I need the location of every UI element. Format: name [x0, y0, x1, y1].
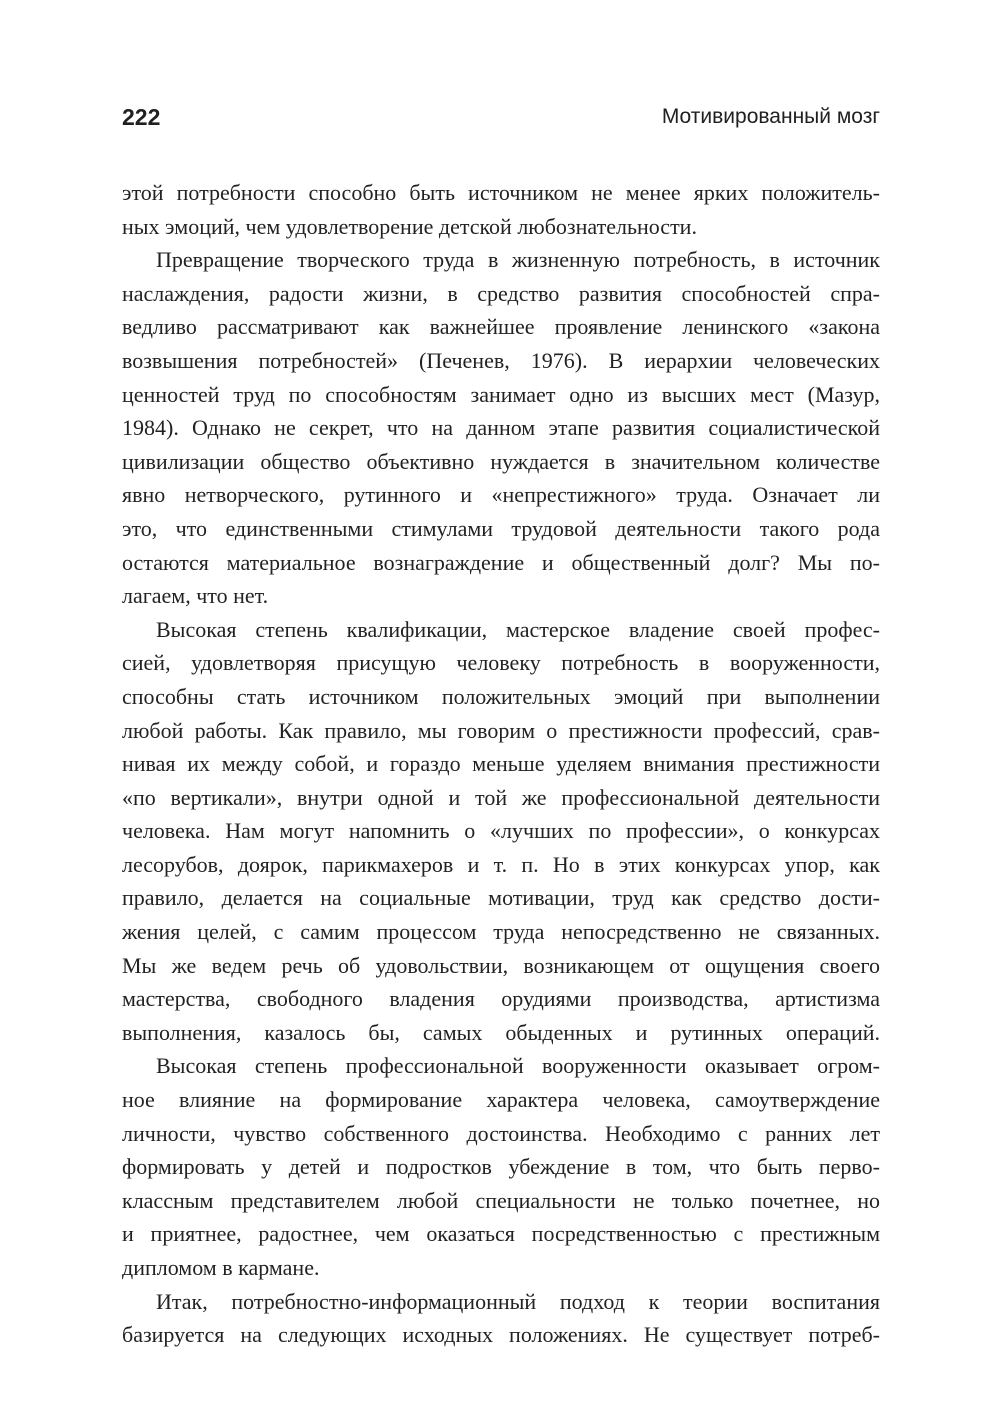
paragraph-1 — [122, 176, 880, 243]
text-line: дипломом в кармане. — [122, 1255, 320, 1280]
text-line: ведливо рассматривают как важнейшее проявление ленинского «закона — [122, 314, 880, 340]
text-line: способны стать источником положительных эмоций при выполнении — [122, 683, 880, 709]
body-text — [122, 176, 880, 1352]
text-line: человека. Нам могут напомнить о «лучших по профессии», о конкурсах — [122, 818, 880, 844]
text-line: сией, удовлетворяя присущую человеку потребность в вооруженности, — [122, 650, 880, 676]
text-line: остаются материальное вознаграждение и общественный долг? Мы по- — [122, 549, 880, 575]
text-line: возвышения потребностей» (Печенев, 1976). В иерархии человеческих — [122, 347, 880, 373]
text-line: классным представителем любой специальности не только почетнее, но — [122, 1187, 880, 1213]
text-line: лесорубов, доярок, парикмахеров и т. п. Но в этих конкурсах упор, как — [122, 851, 880, 877]
text-line: «по вертикали», внутри одной и той же профессиональной деятельности — [122, 784, 880, 810]
text-line: этой потребности способно быть источником не менее ярких положитель- — [122, 180, 880, 205]
text-line: мастерства, свободного владения орудиями производства, артистизма — [122, 986, 880, 1012]
page-number: 222 — [122, 104, 161, 130]
text-line: Высокая степень квалификации, мастерское владение своей профес- — [156, 616, 880, 642]
text-line: любой работы. Как правило, мы говорим о престижности профессий, срав- — [122, 717, 880, 743]
text-line: наслаждения, радости жизни, в средство развития способностей спра- — [122, 280, 880, 306]
book-title: Мотивированный мозг — [661, 105, 880, 128]
text-line: Мы же ведем речь об удовольствии, возникающем от ощущения своего — [122, 952, 880, 978]
text-line: ценностей труд по способностям занимает одно из высших мест (Мазур, — [122, 381, 880, 407]
text-line: жения целей, с самим процессом труда непосредственно не связанных. — [122, 919, 880, 945]
text-line: Превращение творческого труда в жизненную потребность, в источник — [156, 247, 880, 273]
text-line: цивилизации общество объективно нуждается в значительном количестве — [122, 448, 880, 474]
text-line: это, что единственными стимулами трудовой деятельности такого рода — [122, 515, 880, 541]
text-line: ное влияние на формирование характера человека, самоутверждение — [122, 1087, 880, 1113]
text-line: лагаем, что нет. — [122, 583, 269, 609]
text-line: формировать у детей и подростков убеждение в том, что быть перво- — [122, 1154, 880, 1180]
text-line: 1984). Однако не секрет, что на данном этапе развития социалистической — [122, 415, 880, 441]
text-line: личности, чувство собственного достоинства. Необходимо с ранних лет — [122, 1120, 880, 1146]
text-line: ных эмоций, чем удовлетворение детской любознательности. — [122, 213, 697, 239]
text-line: правило, делается на социальные мотивации, труд как средство дости- — [122, 885, 880, 911]
text-line: явно нетворческого, рутинного и «непрестижного» труда. Означает ли — [122, 482, 880, 508]
paragraph-2 — [122, 243, 880, 613]
paragraph-3 — [122, 613, 880, 1050]
text-line: Итак, потребностно-информационный подход к теории воспитания — [156, 1288, 880, 1314]
running-header — [122, 99, 880, 135]
paragraph-4 — [122, 1049, 880, 1284]
text-line: Высокая степень профессиональной вооруженности оказывает огром- — [156, 1053, 880, 1079]
text-line: выполнения, казалось бы, самых обыденных и рутинных операций. — [122, 1019, 880, 1045]
text-line: и приятнее, радостнее, чем оказаться посредственностью с престижным — [122, 1221, 880, 1247]
text-line: нивая их между собой, и гораздо меньше уделяем внимания престижности — [122, 751, 880, 777]
paragraph-5 — [122, 1285, 880, 1352]
text-line: базируется на следующих исходных положениях. Не существует потреб- — [122, 1322, 880, 1348]
